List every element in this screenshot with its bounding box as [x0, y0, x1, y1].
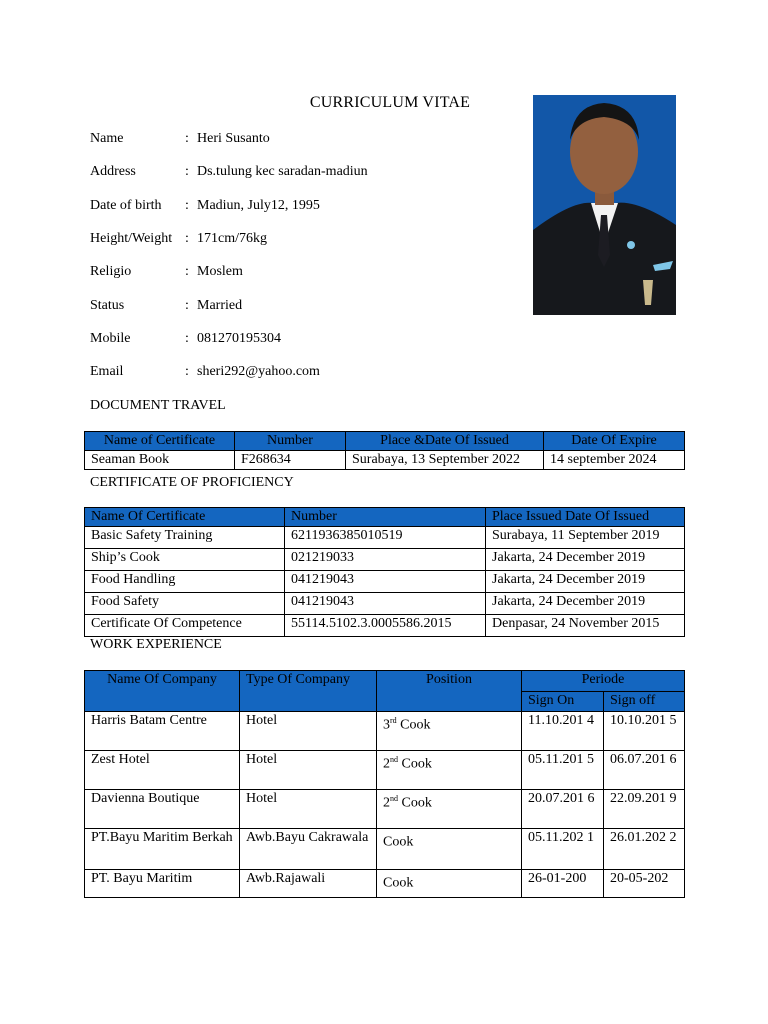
info-colon: :: [185, 164, 189, 179]
table-cell: 55114.5102.3.0005586.2015: [285, 615, 486, 637]
table-cell: 26.01.202 2: [604, 829, 685, 870]
table-cell: 11.10.201 4: [522, 712, 604, 751]
table-header-cell: Sign off: [604, 691, 685, 712]
table-header-row: [85, 432, 685, 451]
table-cell: F268634: [235, 451, 346, 470]
table-cell: Harris Batam Centre: [85, 712, 240, 751]
table-cell: [377, 712, 522, 751]
table-header-cell: Number: [235, 432, 346, 451]
info-value: Ds.tulung kec saradan-madiun: [197, 164, 368, 179]
table-cell: 22.09.201 9: [604, 790, 685, 829]
table-row: [85, 451, 685, 470]
table-cell: Davienna Boutique: [85, 790, 240, 829]
position-suffix: rd: [390, 716, 397, 725]
section-heading-work-experience: WORK EXPERIENCE: [90, 637, 222, 652]
table-cell: Hotel: [240, 790, 377, 829]
table-cell: Ship’s Cook: [85, 549, 285, 571]
table-cell: [377, 829, 522, 870]
table-cell: 041219043: [285, 571, 486, 593]
table-header-cell: Sign On: [522, 691, 604, 712]
table-header-row: [85, 508, 685, 527]
table-cell: Food Handling: [85, 571, 285, 593]
table-cell: 14 september 2024: [544, 451, 685, 470]
table-header-cell: Periode: [522, 671, 685, 692]
work-experience-table: [84, 670, 685, 898]
table-header-cell: Type Of Company: [240, 671, 377, 712]
table-cell: Certificate Of Competence: [85, 615, 285, 637]
table-header-cell: Name Of Company: [85, 671, 240, 712]
position-label: Cook: [383, 834, 414, 850]
page-title: CURRICULUM VITAE: [309, 94, 471, 111]
table-cell: Food Safety: [85, 593, 285, 615]
table-cell: Hotel: [240, 751, 377, 790]
position-number: 2: [383, 756, 390, 772]
table-cell: Awb.Rajawali: [240, 870, 377, 898]
info-colon: :: [185, 331, 189, 346]
table-cell: 05.11.201 5: [522, 751, 604, 790]
info-value: sheri292@yahoo.com: [197, 364, 320, 379]
table-row: [85, 790, 685, 829]
position-label: Cook: [398, 756, 432, 772]
info-label: Name: [90, 131, 124, 146]
table-cell: 021219033: [285, 549, 486, 571]
profile-photo: [533, 95, 676, 315]
info-label: Status: [90, 298, 125, 313]
table-cell: 10.10.201 5: [604, 712, 685, 751]
position-label: Cook: [398, 795, 432, 811]
table-cell: Basic Safety Training: [85, 527, 285, 549]
table-cell: Jakarta, 24 December 2019: [486, 593, 685, 615]
table-cell: 041219043: [285, 593, 486, 615]
section-heading-document-travel: DOCUMENT TRAVEL: [90, 398, 226, 413]
table-cell: Zest Hotel: [85, 751, 240, 790]
table-cell: [377, 870, 522, 898]
table-row: [85, 549, 685, 571]
table-cell: Denpasar, 24 November 2015: [486, 615, 685, 637]
table-header-cell: Place &Date Of Issued: [346, 432, 544, 451]
table-row: [85, 593, 685, 615]
table-cell: Jakarta, 24 December 2019: [486, 549, 685, 571]
table-row: [85, 712, 685, 751]
info-colon: :: [185, 264, 189, 279]
table-header-cell: Place Issued Date Of Issued: [486, 508, 685, 527]
info-label: Religio: [90, 264, 132, 279]
table-header-cell: Name of Certificate: [85, 432, 235, 451]
info-value: Heri Susanto: [197, 131, 270, 146]
table-cell: 6211936385010519: [285, 527, 486, 549]
position-number: 3: [383, 717, 390, 733]
position-label: Cook: [383, 875, 414, 891]
section-heading-proficiency: CERTIFICATE OF PROFICIENCY: [90, 475, 294, 490]
info-value: Married: [197, 298, 243, 313]
table-header-cell: Position: [377, 671, 522, 712]
table-header-cell: Number: [285, 508, 486, 527]
info-label: Address: [90, 164, 136, 179]
info-colon: :: [185, 131, 189, 146]
table-header-cell: Date Of Expire: [544, 432, 685, 451]
table-row: [85, 870, 685, 898]
info-value: Moslem: [197, 264, 243, 279]
table-cell: [377, 790, 522, 829]
info-label: Date of birth: [90, 198, 162, 213]
info-colon: :: [185, 198, 189, 213]
table-cell: [377, 751, 522, 790]
table-cell: 20-05-202: [604, 870, 685, 898]
table-cell: PT. Bayu Maritim: [85, 870, 240, 898]
table-row: [85, 527, 685, 549]
table-cell: 06.07.201 6: [604, 751, 685, 790]
table-cell: Surabaya, 13 September 2022: [346, 451, 544, 470]
table-cell: Jakarta, 24 December 2019: [486, 571, 685, 593]
info-label: Email: [90, 364, 124, 379]
info-label: Mobile: [90, 331, 131, 346]
table-row: [85, 615, 685, 637]
info-value: Madiun, July12, 1995: [197, 198, 320, 213]
position-label: Cook: [396, 717, 431, 733]
table-cell: 05.11.202 1: [522, 829, 604, 870]
table-cell: 26-01-200: [522, 870, 604, 898]
table-cell: Seaman Book: [85, 451, 235, 470]
table-cell: 20.07.201 6: [522, 790, 604, 829]
proficiency-table: [84, 507, 685, 637]
position-suffix: nd: [390, 794, 398, 803]
info-value: 081270195304: [197, 331, 281, 346]
table-row: [85, 751, 685, 790]
table-row: [85, 829, 685, 870]
info-colon: :: [185, 364, 189, 379]
table-header-row: [85, 671, 685, 692]
table-cell: Hotel: [240, 712, 377, 751]
table-cell: PT.Bayu Maritim Berkah: [85, 829, 240, 870]
table-header-cell: Name Of Certificate: [85, 508, 285, 527]
info-value: 171cm/76kg: [197, 231, 267, 246]
table-row: [85, 571, 685, 593]
table-cell: Awb.Bayu Cakrawala: [240, 829, 377, 870]
document-travel-table: [84, 431, 685, 470]
info-colon: :: [185, 298, 189, 313]
position-number: 2: [383, 795, 390, 811]
info-colon: :: [185, 231, 189, 246]
position-suffix: nd: [390, 755, 398, 764]
table-cell: Surabaya, 11 September 2019: [486, 527, 685, 549]
info-label: Height/Weight: [90, 231, 173, 246]
